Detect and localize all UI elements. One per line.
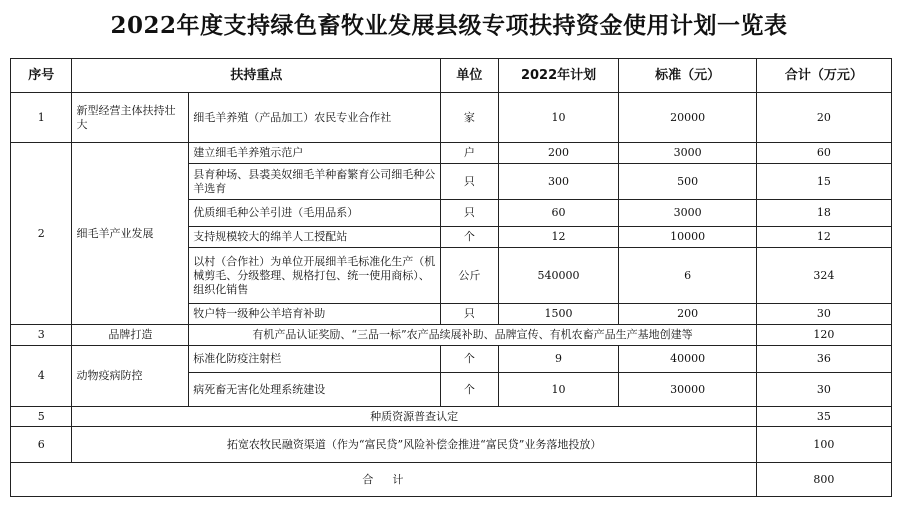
row-category: 品牌打造	[72, 325, 189, 346]
row-item: 细毛羊养殖（产品加工）农民专业合作社	[189, 93, 441, 143]
row-item: 拓宽农牧民融资渠道（作为“富民贷”风险补偿金推进“富民贷”业务落地投放）	[72, 427, 756, 463]
table-header-row	[11, 59, 892, 93]
row-total: 15	[756, 164, 891, 200]
row-unit: 户	[441, 143, 498, 164]
row-total: 12	[756, 227, 891, 248]
row-plan: 540000	[498, 248, 619, 304]
header-seq: 序号	[11, 59, 72, 93]
funding-plan-table	[10, 58, 892, 497]
row-item: 有机产品认证奖励、“三品一标”农产品续展补助、品牌宣传、有机农畜产品生产基地创建等	[189, 325, 757, 346]
sum-row	[11, 463, 892, 497]
header-total: 合计（万元）	[756, 59, 891, 93]
row-item: 优质细毛种公羊引进（毛用品系）	[189, 200, 441, 227]
row-standard: 30000	[619, 373, 756, 407]
header-unit: 单位	[441, 59, 498, 93]
row-item: 牧户特一级种公羊培育补助	[189, 304, 441, 325]
table-row	[11, 427, 892, 463]
sum-total: 800	[756, 463, 891, 497]
row-plan: 10	[498, 93, 619, 143]
row-unit: 公斤	[441, 248, 498, 304]
row-category: 细毛羊产业发展	[72, 143, 189, 325]
row-standard: 6	[619, 248, 756, 304]
row-item: 建立细毛羊养殖示范户	[189, 143, 441, 164]
row-category: 动物疫病防控	[72, 346, 189, 407]
row-unit: 家	[441, 93, 498, 143]
row-unit: 只	[441, 164, 498, 200]
page-title: 2022年度支持绿色畜牧业发展县级专项扶持资金使用计划一览表	[110, 12, 788, 39]
row-item: 支持规模较大的绵羊人工授配站	[189, 227, 441, 248]
row-total: 35	[756, 407, 891, 427]
row-seq: 3	[11, 325, 72, 346]
header-focus: 扶持重点	[72, 59, 441, 93]
row-seq: 1	[11, 93, 72, 143]
row-total: 324	[756, 248, 891, 304]
row-plan: 10	[498, 373, 619, 407]
row-unit: 个	[441, 227, 498, 248]
row-item: 标准化防疫注射栏	[189, 346, 441, 373]
row-total: 20	[756, 93, 891, 143]
header-plan: 2022年计划	[498, 59, 619, 93]
row-standard: 10000	[619, 227, 756, 248]
table-row	[11, 143, 892, 164]
row-plan: 9	[498, 346, 619, 373]
row-plan: 60	[498, 200, 619, 227]
row-unit: 只	[441, 304, 498, 325]
row-standard: 20000	[619, 93, 756, 143]
row-plan: 300	[498, 164, 619, 200]
row-total: 60	[756, 143, 891, 164]
row-total: 30	[756, 304, 891, 325]
row-seq: 4	[11, 346, 72, 407]
row-plan: 1500	[498, 304, 619, 325]
row-total: 36	[756, 346, 891, 373]
table-row	[11, 325, 892, 346]
row-total: 100	[756, 427, 891, 463]
table-row	[11, 346, 892, 373]
row-item: 病死畜无害化处理系统建设	[189, 373, 441, 407]
sum-label: 合 计	[11, 463, 757, 497]
row-standard: 500	[619, 164, 756, 200]
row-standard: 200	[619, 304, 756, 325]
row-item: 种质资源普查认定	[72, 407, 756, 427]
row-unit: 只	[441, 200, 498, 227]
row-standard: 40000	[619, 346, 756, 373]
table-row	[11, 93, 892, 143]
table-row	[11, 407, 892, 427]
row-standard: 3000	[619, 200, 756, 227]
row-seq: 6	[11, 427, 72, 463]
row-unit: 个	[441, 373, 498, 407]
row-plan: 200	[498, 143, 619, 164]
row-unit: 个	[441, 346, 498, 373]
header-standard: 标准（元）	[619, 59, 756, 93]
row-plan: 12	[498, 227, 619, 248]
row-seq: 5	[11, 407, 72, 427]
row-item: 以村（合作社）为单位开展细羊毛标准化生产（机械剪毛、分级整理、规格打包、统一使用商标）、组织化销售	[189, 248, 441, 304]
row-standard: 3000	[619, 143, 756, 164]
row-total: 18	[756, 200, 891, 227]
row-seq: 2	[11, 143, 72, 325]
row-total: 30	[756, 373, 891, 407]
row-total: 120	[756, 325, 891, 346]
row-category: 新型经营主体扶持壮大	[72, 93, 189, 143]
row-item: 县育种场、县裘美奴细毛羊种畜繁育公司细毛种公羊选育	[189, 164, 441, 200]
